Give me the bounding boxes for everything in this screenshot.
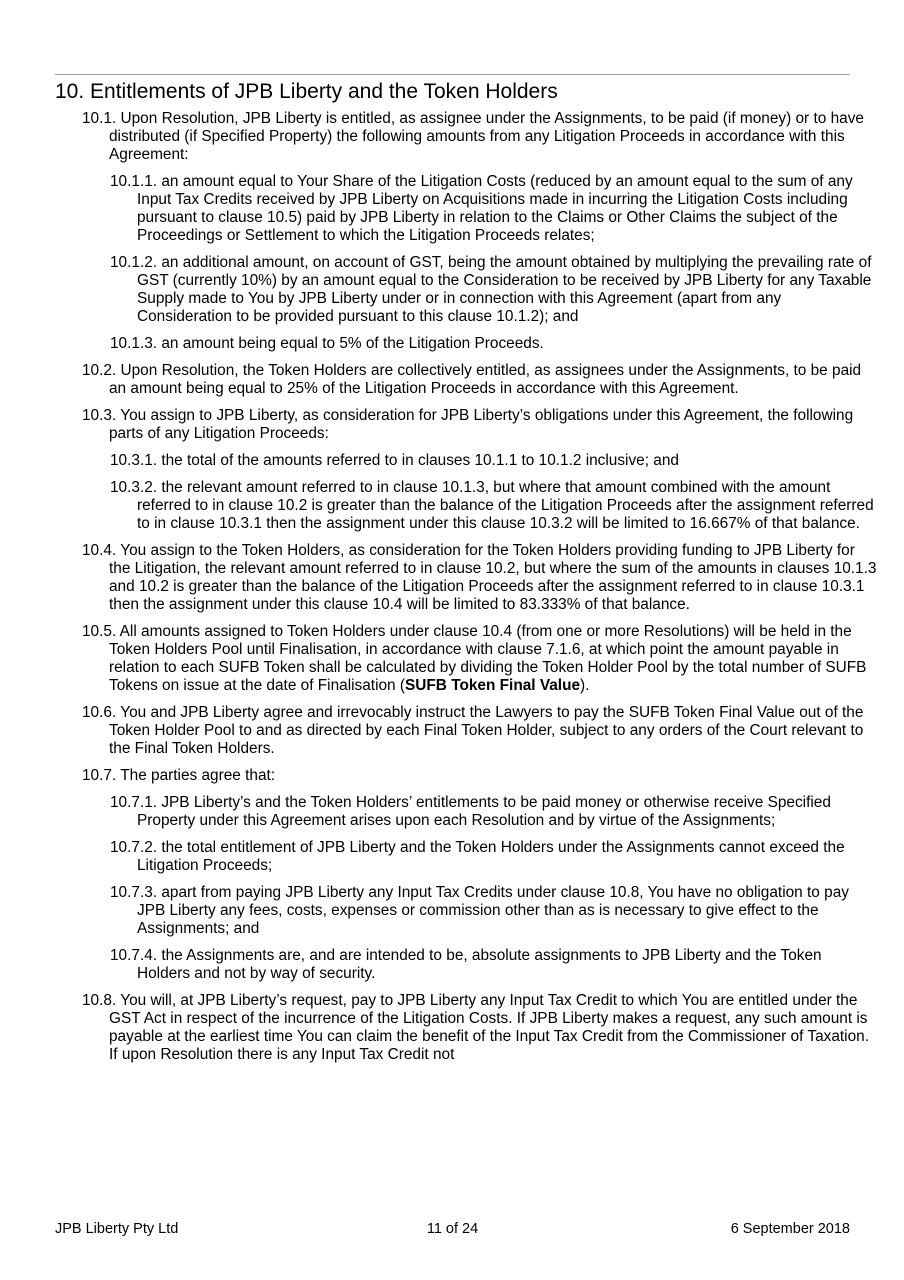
page-footer	[55, 1220, 850, 1240]
clause-10-2: 10.2. Upon Resolution, the Token Holders are collectively entitled, as assignees under the Assignments, to be paid an amount being equal to 25% of the Litigation Proceeds in accordance with this Agreement.	[82, 362, 862, 397]
clause-10-7-4: 10.7.4. the Assignments are, and are intended to be, absolute assignments to JPB Liberty and the Token Holders and not by way of security.	[110, 947, 822, 982]
clause-10-7-3: 10.7.3. apart from paying JPB Liberty any Input Tax Credits under clause 10.8, You have no obligation to pay JPB Liberty any fees, costs, expenses or commission other than as is necessary to give effect to the Assignments; and	[110, 884, 849, 937]
clause-10-3-1: 10.3.1. the total of the amounts referred to in clauses 10.1.1 to 10.1.2 inclusive; and	[110, 452, 679, 469]
clause-10-7-2: 10.7.2. the total entitlement of JPB Liberty and the Token Holders under the Assignments cannot exceed the Litigation Proceeds;	[110, 839, 845, 874]
clause-10-4: 10.4. You assign to the Token Holders, as consideration for the Token Holders providing funding to JPB Liberty for the Litigation, the relevant amount referred to in clause 10.2, but where the sum of the amounts in clauses 10.1.3 and 10.2 is greater than the balance of the Litigation Proceeds after the assignment referred to in clause 10.3.1 then the assignment under this clause 10.4 will be limited to 83.333% of that balance.	[82, 542, 877, 613]
clause-10-1-2: 10.1.2. an additional amount, on account of GST, being the amount obtained by multiplying the prevailing rate of GST (currently 10%) by an amount equal to the Consideration to be received by JPB Liberty for any Taxable Supply made to You by JPB Liberty under or in connection with this Agreement (apart from any Consideration to be provided pursuant to this clause 10.1.2); and	[110, 254, 872, 325]
clause-10-8: 10.8. You will, at JPB Liberty’s request, pay to JPB Liberty any Input Tax Credit to which You are entitled under the GST Act in respect of the incurrence of the Litigation Costs. If JPB Liberty makes a request, any such amount is payable at the earliest time You can claim the benefit of the Input Tax Credit from the Commissioner of Taxation. If upon Resolution there is any Input Tax Credit not	[82, 992, 869, 1063]
clause-10-1-3: 10.1.3. an amount being equal to 5% of the Litigation Proceeds.	[110, 335, 544, 352]
clause-10-7-1: 10.7.1. JPB Liberty’s and the Token Holders’ entitlements to be paid money or otherwise receive Specified Property under this Agreement arises upon each Resolution and by virtue of the Assignments;	[110, 794, 831, 829]
clause-10-5-after: ).	[580, 677, 590, 694]
clause-10-3-2: 10.3.2. the relevant amount referred to in clause 10.1.3, but where that amount combined with the amount referred to in clause 10.2 is greater than the balance of the Litigation Proceeds after the assignment referred to in clause 10.3.1 then the assignment under this clause 10.3.2 will be limited to 16.667% of that balance.	[110, 479, 874, 532]
section-heading: 10. Entitlements of JPB Liberty and the Token Holders	[55, 80, 558, 103]
clause-10-5-text: 10.5. All amounts assigned to Token Holders under clause 10.4 (from one or more Resolutions) will be held in the Token Holders Pool until Finalisation, in accordance with clause 7.1.6, at which point the amount payable in relation to each SUFB Token shall be calculated by dividing the Token Holder Pool by the total number of SUFB Tokens on issue at the date of Finalisation (	[82, 623, 867, 694]
clause-10-7: 10.7. The parties agree that:	[82, 767, 276, 784]
top-rule	[55, 74, 850, 75]
clauses-body	[0, 110, 904, 1073]
clause-10-6: 10.6. You and JPB Liberty agree and irrevocably instruct the Lawyers to pay the SUFB Token Final Value out of the Token Holder Pool to and as directed by each Final Token Holder, subject to any orders of the Court relevant to the Final Token Holders.	[82, 704, 864, 757]
footer-date: 6 September 2018	[730, 1221, 850, 1237]
footer-page-number: 11 of 24	[426, 1221, 479, 1237]
clause-10-3: 10.3. You assign to JPB Liberty, as consideration for JPB Liberty’s obligations under this Agreement, the following parts of any Litigation Proceeds:	[82, 407, 854, 442]
clause-10-1: 10.1. Upon Resolution, JPB Liberty is entitled, as assignee under the Assignments, to be paid (if money) or to have distributed (if Specified Property) the following amounts from any Litigation Proceeds in accordance with this Agreement:	[82, 110, 864, 163]
clause-10-5	[82, 623, 877, 695]
defined-term-sufb-token-final-value: SUFB Token Final Value	[405, 677, 581, 694]
clause-10-1-1: 10.1.1. an amount equal to Your Share of the Litigation Costs (reduced by an amount equal to the sum of any Input Tax Credits received by JPB Liberty on Acquisitions made in incurring the Litigation Costs including pursuant to clause 10.5) paid by JPB Liberty in relation to the Claims or Other Claims the subject of the Proceedings or Settlement to which the Litigation Proceeds relates;	[110, 173, 853, 244]
footer-company: JPB Liberty Pty Ltd	[55, 1221, 179, 1237]
